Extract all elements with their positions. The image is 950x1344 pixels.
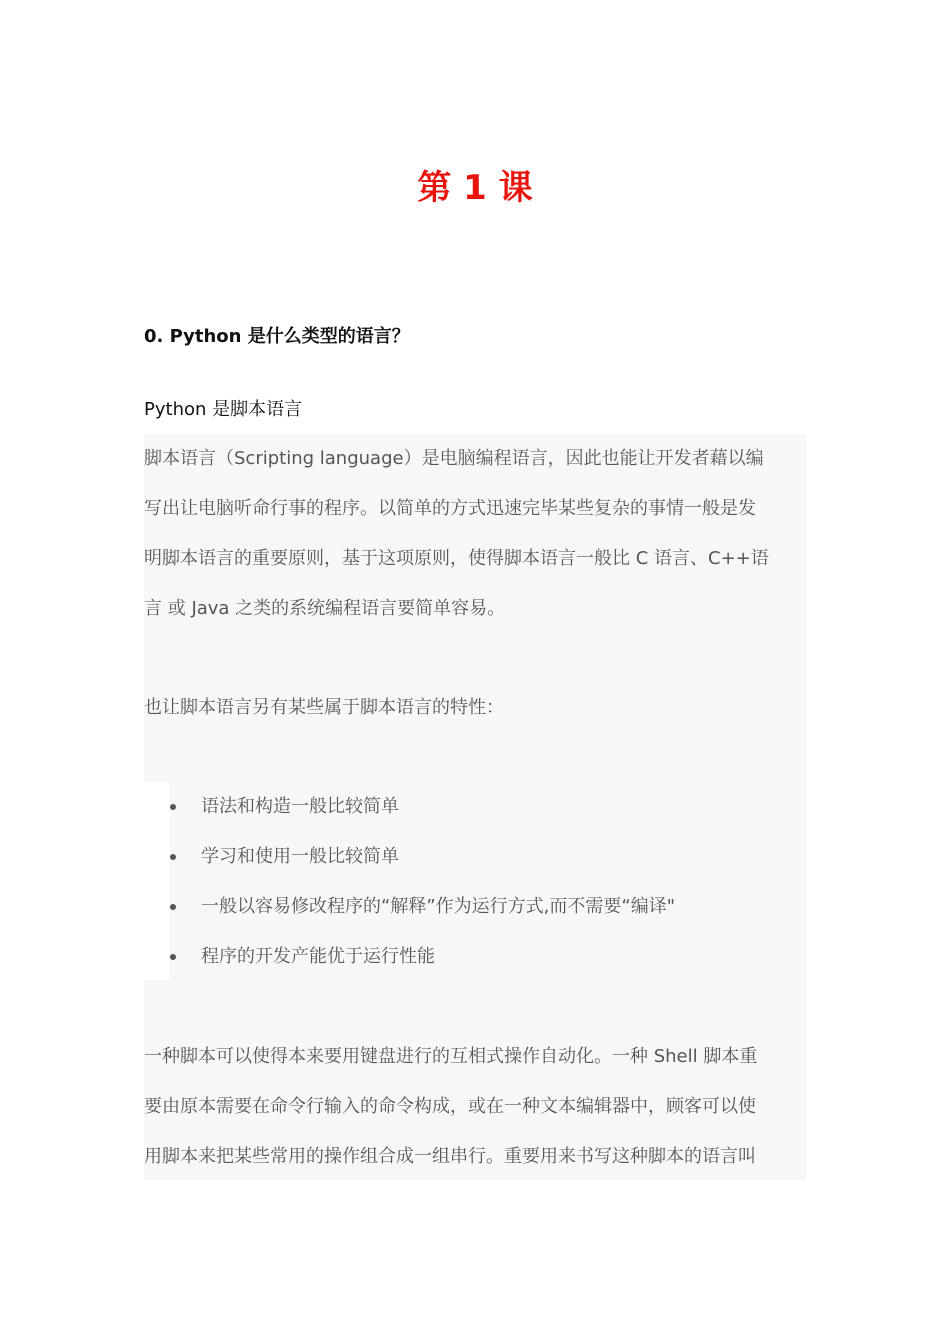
bullet-icon bbox=[170, 804, 176, 810]
list-item-text: 学习和使用一般比较简单 bbox=[201, 846, 399, 867]
list-item-text: 语法和构造一般比较简单 bbox=[201, 796, 399, 817]
shell-script-paragraph bbox=[144, 1032, 806, 1182]
paragraph-line: 言 或 Java 之类的系统编程语言要简单容易。 bbox=[144, 598, 506, 619]
bullet-icon bbox=[170, 904, 176, 910]
paragraph-line: 一种脚本可以使得本来要用键盘进行的互相式操作自动化。一种 Shell 脚本重 bbox=[144, 1046, 758, 1067]
list-item bbox=[144, 932, 806, 982]
definition-paragraph bbox=[144, 434, 806, 634]
list-item-text: 一般以容易修改程序的“解释”作为运行方式,而不需要“编译" bbox=[201, 896, 675, 917]
features-intro: 也让脚本语言另有某些属于脚本语言的特性： bbox=[144, 697, 504, 718]
paragraph-line: 明脚本语言的重要原则，基于这项原则，使得脚本语言一般比 C 语言、C++语 bbox=[144, 548, 769, 569]
paragraph-line: 写出让电脑听命行事的程序。以简单的方式迅速完毕某些复杂的事情一般是发 bbox=[144, 498, 756, 519]
paragraph-line: 用脚本来把某些常用的操作组合成一组串行。重要用来书写这种脚本的语言叫 bbox=[144, 1146, 756, 1167]
question-heading: 0. Python 是什么类型的语言？ bbox=[144, 326, 410, 347]
list-item-text: 程序的开发产能优于运行性能 bbox=[201, 946, 435, 967]
answer-heading: Python 是脚本语言 bbox=[144, 399, 303, 420]
list-item bbox=[144, 832, 806, 882]
bullet-icon bbox=[170, 954, 176, 960]
list-item bbox=[144, 882, 806, 932]
list-item bbox=[144, 782, 806, 832]
paragraph-line: 脚本语言（Scripting language）是电脑编程语言，因此也能让开发者藉以编 bbox=[144, 448, 764, 469]
lesson-title: 第 1 课 bbox=[417, 168, 533, 208]
paragraph-line: 要由原本需要在命令行输入的命令构成，或在一种文本编辑器中，顾客可以使 bbox=[144, 1096, 756, 1117]
features-list bbox=[144, 782, 806, 982]
bullet-icon bbox=[170, 854, 176, 860]
